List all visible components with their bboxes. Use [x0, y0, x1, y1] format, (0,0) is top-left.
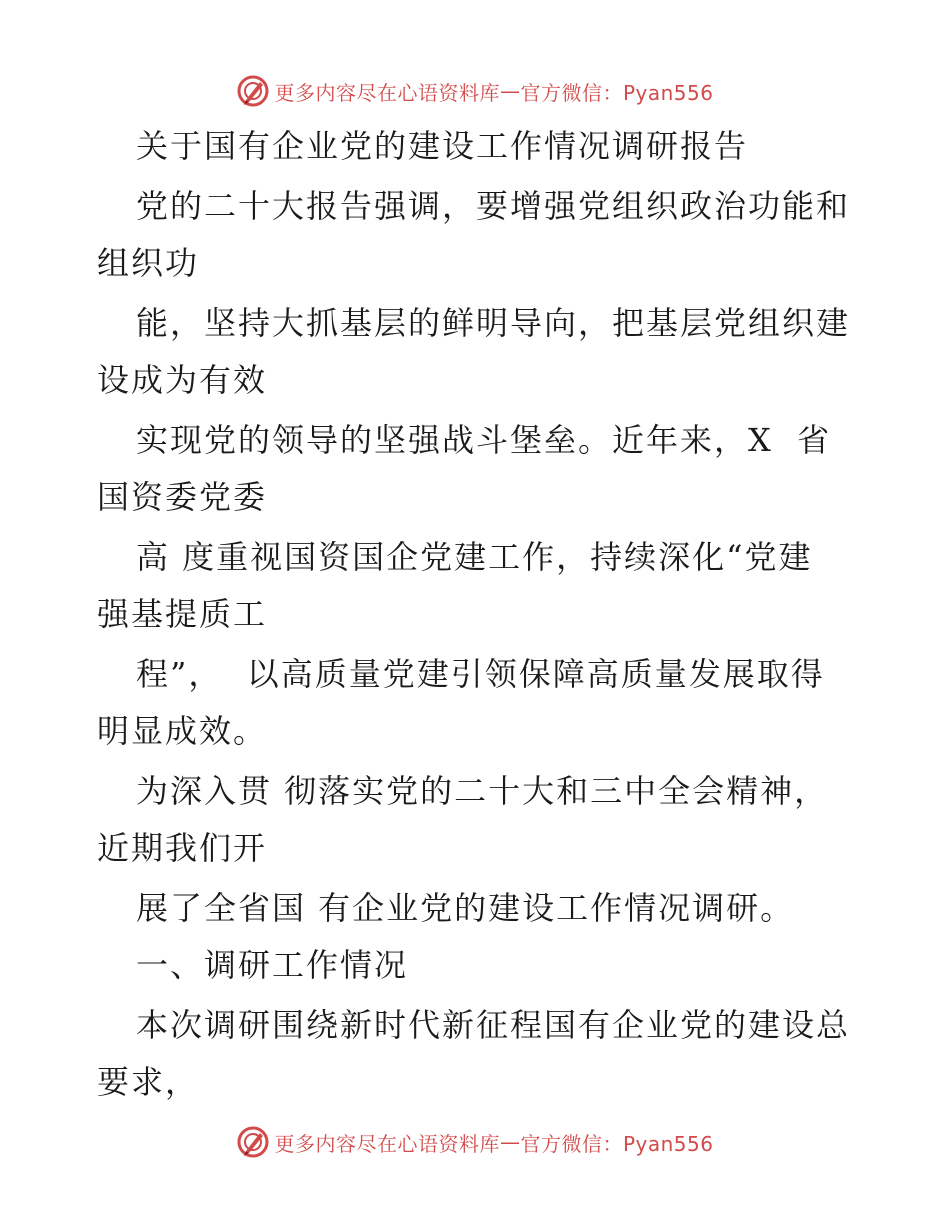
header-watermark [0, 74, 950, 108]
paragraph-line: 高 度重视国资国企党建工作，持续深化“党建 [136, 538, 813, 576]
paragraph-line: 实现党的领导的坚强战斗堡垒。近年来，X 省 [136, 421, 832, 459]
pen-logo-icon [236, 1125, 270, 1159]
section-heading: 一、调研工作情况 [136, 946, 409, 984]
watermark-suffix: 官方微信：Pyan556 [520, 80, 714, 105]
watermark-suffix: 官方微信：Pyan556 [520, 1131, 714, 1156]
paragraph-line: 本次调研围绕新时代新征程国有企业党的建设总 [136, 1006, 851, 1044]
paragraph-line: 近期我们开 [97, 829, 268, 867]
paragraph-line: 展了全省国 有企业党的建设工作情况调研。 [136, 889, 795, 927]
paragraph-line: 为深入贯 彻落实党的二十大和三中全会精神， [136, 772, 829, 810]
watermark-text: 更多内容尽在心语资料库 [274, 80, 500, 105]
paragraph-line: 能，坚持大抓基层的鲜明导向，把基层党组织建 [136, 304, 851, 342]
paragraph-line: 程”， 以高质量党建引领保障高质量发展取得 [136, 655, 825, 693]
paragraph-line: 党的二十大报告强调，要增强党组织政治功能和 [136, 187, 851, 225]
paragraph-line: 明显成效。 [97, 712, 268, 750]
footer-watermark [0, 1125, 950, 1159]
document-title: 关于国有企业党的建设工作情况调研报告 [136, 127, 749, 165]
watermark-separator: — [499, 79, 521, 103]
paragraph-line: 组织功 [97, 244, 200, 282]
pen-logo-icon [236, 74, 270, 108]
paragraph-line: 要求， [97, 1063, 200, 1101]
paragraph-line: 设成为有效 [97, 361, 268, 399]
paragraph-line: 国资委党委 [97, 478, 268, 516]
watermark-text: 更多内容尽在心语资料库 [274, 1131, 500, 1156]
watermark-separator: — [499, 1130, 521, 1154]
paragraph-line: 强基提质工 [97, 595, 268, 633]
